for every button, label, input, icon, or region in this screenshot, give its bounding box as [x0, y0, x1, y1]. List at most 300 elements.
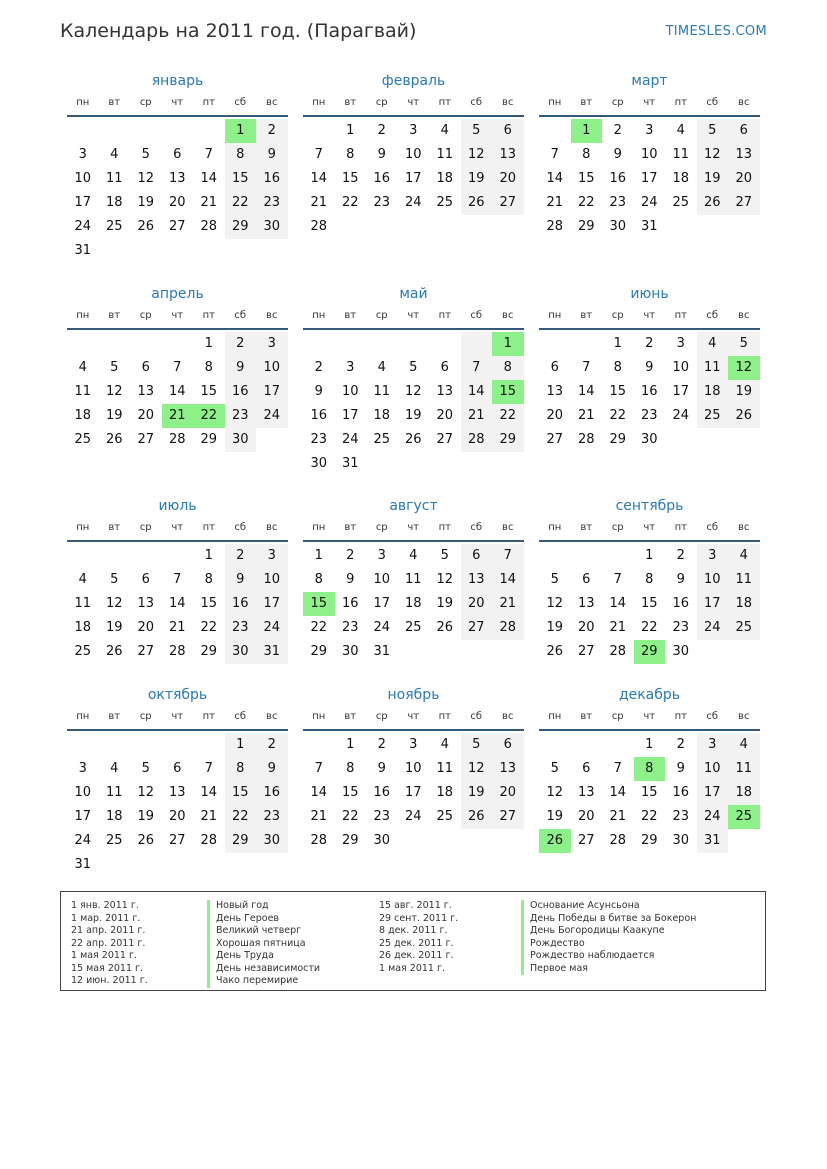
day-cell: 16	[225, 380, 257, 404]
month-name: август	[389, 498, 438, 514]
day-grid	[539, 119, 760, 239]
day-cell: 10	[697, 757, 729, 781]
day-cell: 2	[256, 733, 288, 757]
page-title: Календарь на 2011 год. (Парагвай)	[60, 20, 417, 42]
day-cell: 3	[256, 544, 288, 568]
empty-cell	[303, 119, 335, 143]
weekday-label: сб	[706, 522, 719, 533]
legend-date: 1 мая 2011 г.	[379, 962, 445, 974]
day-cell: 29	[577, 219, 595, 234]
day-cell: 20	[137, 408, 155, 423]
day-cell: 31	[640, 219, 658, 234]
day-cell: 21	[200, 809, 218, 824]
day-cell: 24	[404, 195, 422, 210]
day-cell: 30	[640, 432, 658, 447]
legend-left-dates	[71, 900, 148, 988]
day-cell: 2	[676, 737, 685, 752]
weekday-label: пт	[202, 97, 215, 108]
day-cell: 13	[137, 384, 155, 399]
weekday-label: ср	[139, 711, 152, 722]
weekday-label: вс	[266, 522, 278, 533]
empty-cell	[539, 332, 571, 356]
day-cell: 20	[577, 620, 595, 635]
weekday-label: пн	[548, 97, 562, 108]
legend-holiday-name: День Победы в битве за Бокерон	[521, 913, 696, 926]
empty-cell	[193, 733, 225, 757]
legend-date: 29 сент. 2011 г.	[379, 912, 459, 924]
weekday-label: чт	[407, 97, 420, 108]
day-cell: 27	[137, 644, 155, 659]
day-cell: 6	[173, 147, 182, 162]
day-cell: 28	[577, 432, 595, 447]
day-cell: 6	[461, 544, 493, 568]
day-cell: 5	[409, 360, 418, 375]
weekday-label: чт	[171, 522, 184, 533]
day-cell: 9	[225, 568, 257, 592]
day-cell: 29	[609, 432, 627, 447]
month-block	[67, 686, 288, 877]
holiday-day-cell: 1	[571, 119, 603, 143]
empty-cell	[99, 119, 131, 143]
day-cell: 31	[373, 644, 391, 659]
day-cell: 5	[440, 548, 449, 563]
day-cell: 27	[137, 432, 155, 447]
day-cell: 17	[697, 781, 729, 805]
day-cell: 28	[168, 644, 186, 659]
weekday-label: пн	[76, 522, 90, 533]
day-cell: 18	[105, 809, 123, 824]
day-cell: 27	[168, 219, 186, 234]
weekday-label: сб	[470, 522, 483, 533]
empty-cell	[162, 544, 194, 568]
legend-date: 12 июн. 2011 г.	[71, 975, 148, 986]
day-cell: 2	[314, 360, 323, 375]
day-cell: 19	[105, 620, 123, 635]
day-cell: 7	[613, 761, 622, 776]
day-cell: 21	[492, 592, 524, 616]
day-cell: 16	[341, 596, 359, 611]
day-cell: 8	[645, 572, 654, 587]
weekday-label: вс	[502, 97, 514, 108]
day-grid	[303, 119, 524, 239]
day-cell: 11	[697, 356, 729, 380]
day-cell: 7	[204, 761, 213, 776]
weekday-label: чт	[643, 711, 656, 722]
empty-cell	[67, 332, 99, 356]
day-cell: 18	[672, 171, 690, 186]
day-cell: 18	[728, 781, 760, 805]
day-cell: 10	[404, 147, 422, 162]
weekday-label: пн	[548, 711, 562, 722]
day-cell: 4	[409, 548, 418, 563]
day-cell: 7	[314, 147, 323, 162]
day-cell: 1	[346, 123, 355, 138]
day-cell: 14	[546, 171, 564, 186]
day-cell: 23	[341, 620, 359, 635]
empty-cell	[162, 733, 194, 757]
weekday-header	[539, 307, 760, 330]
day-cell: 6	[582, 572, 591, 587]
day-cell: 11	[74, 384, 92, 399]
day-cell: 29	[225, 215, 257, 239]
day-cell: 9	[256, 143, 288, 167]
day-cell: 27	[168, 833, 186, 848]
day-cell: 14	[492, 568, 524, 592]
day-cell: 28	[200, 219, 218, 234]
legend-left-names	[207, 900, 320, 988]
day-cell: 26	[697, 191, 729, 215]
empty-cell	[571, 544, 603, 568]
day-cell: 12	[697, 143, 729, 167]
day-cell: 17	[640, 171, 658, 186]
weekday-label: вт	[580, 711, 593, 722]
day-cell: 2	[377, 737, 386, 752]
day-cell: 8	[225, 757, 257, 781]
site-link[interactable]: TIMESLES.COM	[665, 24, 767, 39]
day-cell: 18	[436, 171, 454, 186]
empty-cell	[162, 332, 194, 356]
day-cell: 7	[550, 147, 559, 162]
day-cell: 31	[697, 829, 729, 853]
day-cell: 31	[74, 857, 92, 872]
day-cell: 9	[225, 356, 257, 380]
day-cell: 14	[200, 171, 218, 186]
day-cell: 9	[256, 757, 288, 781]
day-cell: 5	[110, 572, 119, 587]
day-cell: 23	[373, 809, 391, 824]
day-cell: 7	[492, 544, 524, 568]
day-cell: 19	[546, 620, 564, 635]
day-cell: 17	[697, 592, 729, 616]
month-name: июнь	[630, 286, 669, 302]
day-cell: 5	[461, 119, 493, 143]
weekday-label: пт	[438, 711, 451, 722]
day-cell: 25	[728, 616, 760, 640]
day-cell: 24	[256, 404, 288, 428]
month-name: сентябрь	[615, 498, 684, 514]
day-cell: 2	[377, 123, 386, 138]
day-cell: 22	[341, 809, 359, 824]
day-cell: 23	[373, 195, 391, 210]
day-cell: 27	[436, 432, 454, 447]
weekday-label: вт	[344, 310, 357, 321]
day-cell: 4	[78, 572, 87, 587]
day-cell: 30	[225, 640, 257, 664]
weekday-label: пн	[312, 97, 326, 108]
day-cell: 25	[404, 620, 422, 635]
legend-holiday-name: День Труда	[207, 950, 320, 963]
day-cell: 29	[200, 644, 218, 659]
day-cell: 13	[492, 143, 524, 167]
day-cell: 25	[436, 809, 454, 824]
day-cell: 19	[436, 596, 454, 611]
day-cell: 3	[697, 733, 729, 757]
legend-holiday-name: Первое мая	[521, 963, 696, 976]
holiday-day-cell: 25	[728, 805, 760, 829]
day-cell: 12	[137, 785, 155, 800]
day-cell: 14	[200, 785, 218, 800]
day-cell: 1	[645, 737, 654, 752]
day-cell: 19	[461, 167, 493, 191]
day-cell: 11	[404, 572, 422, 587]
empty-cell	[539, 119, 571, 143]
day-cell: 11	[105, 171, 123, 186]
empty-cell	[539, 544, 571, 568]
day-cell: 31	[74, 243, 92, 258]
day-cell: 13	[577, 596, 595, 611]
legend-right-names	[521, 900, 696, 975]
day-cell: 28	[609, 644, 627, 659]
month-block	[67, 285, 288, 452]
holiday-day-cell: 15	[303, 592, 335, 616]
month-block	[67, 72, 288, 263]
day-cell: 22	[609, 408, 627, 423]
weekday-label: пн	[76, 97, 90, 108]
day-cell: 29	[492, 428, 524, 452]
day-cell: 13	[137, 596, 155, 611]
day-cell: 30	[225, 428, 257, 452]
day-cell: 18	[373, 408, 391, 423]
day-cell: 16	[256, 167, 288, 191]
weekday-header	[67, 519, 288, 542]
day-cell: 25	[436, 195, 454, 210]
day-cell: 10	[341, 384, 359, 399]
day-cell: 5	[141, 147, 150, 162]
day-cell: 18	[105, 195, 123, 210]
day-cell: 19	[105, 408, 123, 423]
holiday-day-cell: 21	[162, 404, 194, 428]
month-block	[67, 497, 288, 664]
weekday-label: вс	[266, 711, 278, 722]
weekday-label: вт	[108, 310, 121, 321]
weekday-label: чт	[643, 97, 656, 108]
day-cell: 28	[310, 219, 328, 234]
weekday-header	[67, 94, 288, 117]
month-name: октябрь	[147, 687, 208, 703]
day-cell: 19	[137, 809, 155, 824]
legend-date: 15 авг. 2011 г.	[379, 900, 452, 911]
legend-right-dates	[379, 900, 458, 975]
empty-cell	[67, 544, 99, 568]
day-cell: 3	[409, 737, 418, 752]
legend-holiday-name: Чако перемирие	[207, 975, 320, 988]
weekday-label: пт	[438, 97, 451, 108]
weekday-label: ср	[375, 522, 388, 533]
day-cell: 7	[314, 761, 323, 776]
weekday-header	[67, 708, 288, 731]
day-cell: 24	[640, 195, 658, 210]
legend-holiday-name: Великий четверг	[207, 925, 320, 938]
weekday-label: ср	[611, 711, 624, 722]
day-cell: 12	[105, 384, 123, 399]
holiday-day-cell: 22	[193, 404, 225, 428]
day-cell: 15	[640, 785, 658, 800]
day-cell: 16	[310, 408, 328, 423]
day-cell: 20	[436, 408, 454, 423]
weekday-label: чт	[171, 711, 184, 722]
day-cell: 23	[225, 404, 257, 428]
weekday-label: вс	[266, 97, 278, 108]
day-cell: 21	[310, 809, 328, 824]
day-cell: 18	[728, 592, 760, 616]
day-cell: 16	[373, 785, 391, 800]
day-cell: 2	[225, 332, 257, 356]
weekday-label: сб	[234, 711, 247, 722]
month-name: июль	[158, 498, 197, 514]
day-cell: 17	[672, 384, 690, 399]
empty-cell	[130, 733, 162, 757]
holiday-day-cell: 29	[634, 640, 666, 664]
weekday-header	[539, 94, 760, 117]
day-cell: 19	[461, 781, 493, 805]
day-cell: 21	[200, 195, 218, 210]
weekday-label: чт	[407, 522, 420, 533]
day-cell: 25	[105, 219, 123, 234]
day-grid	[303, 544, 524, 664]
day-cell: 28	[168, 432, 186, 447]
empty-cell	[602, 544, 634, 568]
weekday-label: пт	[438, 310, 451, 321]
weekday-label: пн	[76, 711, 90, 722]
day-cell: 15	[609, 384, 627, 399]
day-cell: 15	[577, 171, 595, 186]
day-cell: 3	[645, 123, 654, 138]
day-cell: 18	[436, 785, 454, 800]
day-cell: 4	[110, 147, 119, 162]
day-cell: 6	[173, 761, 182, 776]
weekday-label: сб	[706, 310, 719, 321]
month-block	[539, 285, 760, 452]
month-name: февраль	[381, 73, 446, 89]
day-cell: 10	[256, 356, 288, 380]
weekday-label: ср	[375, 97, 388, 108]
day-cell: 13	[168, 785, 186, 800]
month-block	[303, 285, 524, 476]
day-cell: 27	[577, 644, 595, 659]
day-cell: 7	[173, 572, 182, 587]
weekday-label: вс	[738, 97, 750, 108]
legend-date: 25 дек. 2011 г.	[379, 937, 454, 949]
day-cell: 3	[256, 332, 288, 356]
weekday-label: вт	[344, 97, 357, 108]
weekday-label: ср	[375, 310, 388, 321]
weekday-label: сб	[706, 97, 719, 108]
day-cell: 21	[609, 809, 627, 824]
day-grid	[67, 119, 288, 263]
weekday-label: чт	[407, 711, 420, 722]
day-cell: 3	[697, 544, 729, 568]
day-cell: 2	[613, 123, 622, 138]
day-cell: 13	[436, 384, 454, 399]
day-cell: 30	[256, 215, 288, 239]
legend-holiday-name: День Богородицы Каакупе	[521, 925, 696, 938]
day-cell: 24	[256, 616, 288, 640]
weekday-label: ср	[139, 310, 152, 321]
day-cell: 10	[74, 171, 92, 186]
day-cell: 18	[697, 380, 729, 404]
day-cell: 25	[672, 195, 690, 210]
holiday-day-cell: 15	[492, 380, 524, 404]
day-cell: 3	[676, 336, 685, 351]
day-cell: 25	[74, 644, 92, 659]
day-cell: 26	[436, 620, 454, 635]
day-cell: 22	[225, 191, 257, 215]
day-cell: 25	[373, 432, 391, 447]
day-cell: 21	[546, 195, 564, 210]
weekday-label: пт	[674, 711, 687, 722]
day-cell: 19	[697, 167, 729, 191]
day-cell: 4	[728, 733, 760, 757]
day-cell: 27	[577, 833, 595, 848]
day-cell: 16	[672, 785, 690, 800]
day-cell: 22	[200, 620, 218, 635]
day-cell: 22	[492, 404, 524, 428]
day-cell: 17	[256, 380, 288, 404]
day-cell: 29	[640, 833, 658, 848]
weekday-label: сб	[234, 97, 247, 108]
day-cell: 23	[640, 408, 658, 423]
empty-cell	[99, 332, 131, 356]
day-cell: 4	[110, 761, 119, 776]
month-name: ноябрь	[387, 687, 440, 703]
weekday-label: вс	[738, 711, 750, 722]
day-cell: 26	[461, 191, 493, 215]
empty-cell	[539, 733, 571, 757]
day-cell: 10	[256, 568, 288, 592]
day-cell: 7	[582, 360, 591, 375]
day-cell: 20	[168, 195, 186, 210]
empty-cell	[303, 733, 335, 757]
day-cell: 4	[728, 544, 760, 568]
holiday-day-cell: 8	[634, 757, 666, 781]
day-cell: 24	[373, 620, 391, 635]
day-cell: 26	[546, 644, 564, 659]
holiday-day-cell: 1	[492, 332, 524, 356]
day-cell: 9	[676, 572, 685, 587]
day-cell: 23	[672, 809, 690, 824]
day-cell: 6	[492, 733, 524, 757]
day-cell: 6	[440, 360, 449, 375]
day-cell: 6	[728, 119, 760, 143]
day-cell: 17	[404, 171, 422, 186]
day-cell: 17	[373, 596, 391, 611]
day-cell: 14	[310, 785, 328, 800]
weekday-label: вс	[266, 310, 278, 321]
legend-date: 15 мая 2011 г.	[71, 962, 144, 974]
day-cell: 5	[550, 761, 559, 776]
weekday-label: чт	[171, 97, 184, 108]
day-cell: 23	[256, 805, 288, 829]
day-cell: 12	[461, 143, 493, 167]
day-cell: 31	[256, 640, 288, 664]
month-block	[303, 72, 524, 239]
day-cell: 30	[609, 219, 627, 234]
day-cell: 1	[314, 548, 323, 563]
day-cell: 12	[404, 384, 422, 399]
legend-date: 1 мая 2011 г.	[71, 950, 137, 961]
day-cell: 12	[105, 596, 123, 611]
day-cell: 11	[74, 596, 92, 611]
day-cell: 5	[110, 360, 119, 375]
day-cell: 30	[672, 644, 690, 659]
weekday-header	[303, 94, 524, 117]
day-cell: 12	[546, 785, 564, 800]
day-cell: 8	[225, 143, 257, 167]
day-cell: 3	[346, 360, 355, 375]
day-cell: 17	[404, 785, 422, 800]
weekday-label: сб	[470, 711, 483, 722]
weekday-label: пн	[312, 522, 326, 533]
